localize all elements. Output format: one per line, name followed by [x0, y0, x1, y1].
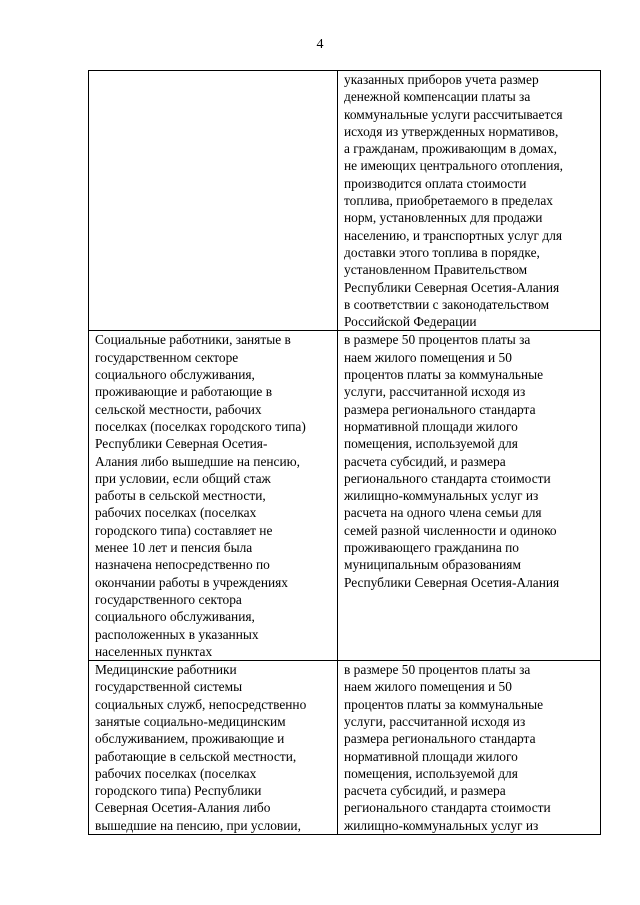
text-line: государственного сектора: [95, 591, 242, 607]
category-cell: [89, 661, 338, 835]
text-line: назначена непосредственно по: [95, 557, 270, 573]
text-line: населенных пунктах: [95, 643, 213, 659]
text-line: Республики Северная Осетия-Алания: [344, 279, 560, 295]
text-line: жилищно-коммунальных услуг из: [344, 817, 539, 833]
text-line: населению, и транспортных услуг для: [344, 227, 563, 243]
text-line: норм, установленных для продажи: [344, 210, 543, 226]
text-line: муниципальным образованиям: [344, 557, 521, 573]
text-line: доставки этого топлива в порядке,: [344, 244, 540, 260]
text-line: рабочих поселках (поселках: [95, 765, 257, 781]
text-line: Российской Федерации: [344, 314, 477, 330]
text-line: размера регионального стандарта: [344, 401, 536, 417]
page-number: 4: [316, 37, 324, 52]
text-line: рабочих поселках (поселках: [95, 505, 257, 521]
text-line: денежной компенсации платы за: [344, 89, 531, 105]
text-line: помещения, используемой для: [344, 436, 518, 452]
text-line: регионального стандарта стоимости: [344, 800, 551, 816]
text-line: социальных служб, непосредственно: [95, 696, 307, 712]
text-line: процентов платы за коммунальные: [344, 696, 544, 712]
text-line: топлива, приобретаемого в пределах: [344, 193, 553, 209]
text-line: установленном Правительством: [344, 262, 528, 278]
benefits-table: [88, 70, 601, 835]
text-line: нормативной площади жилого: [344, 748, 518, 764]
compensation-cell: [338, 661, 601, 835]
text-line: размера регионального стандарта: [344, 731, 536, 747]
text-line: Алания либо вышедшие на пенсию,: [95, 453, 301, 469]
text-line: государственной системы: [95, 679, 243, 695]
text-line: проживающего гражданина по: [344, 540, 519, 556]
text-line: Медицинские работники: [95, 662, 237, 678]
text-line: исходя из утвержденных нормативов,: [344, 123, 559, 139]
text-line: в соответствии с законодательством: [344, 296, 550, 312]
text-line: услуги, рассчитанной исходя из: [344, 384, 526, 400]
text-line: наем жилого помещения и 50: [344, 679, 512, 695]
text-line: помещения, используемой для: [344, 765, 518, 781]
text-line: коммунальные услуги рассчитывается: [344, 106, 563, 122]
text-line: городского типа) составляет не: [95, 522, 273, 538]
text-line: нормативной площади жилого: [344, 418, 518, 434]
category-cell: [89, 71, 338, 331]
text-line: в размере 50 процентов платы за: [344, 662, 531, 678]
text-line: государственном секторе: [95, 349, 239, 365]
text-line: при условии, если общий стаж: [95, 470, 271, 486]
text-line: поселках (поселках городского типа): [95, 418, 306, 434]
text-line: работающие в сельской местности,: [95, 748, 297, 764]
text-line: проживающие и работающие в: [95, 384, 273, 400]
text-line: семей разной численности и одиноко: [344, 522, 557, 538]
text-line: Социальные работники, занятые в: [95, 332, 291, 348]
text-line: городского типа) Республики: [95, 783, 262, 799]
text-line: расчета субсидий, и размера: [344, 783, 506, 799]
table-row: [89, 71, 601, 331]
text-line: а гражданам, проживающим в домах,: [344, 141, 558, 157]
text-line: сельской местности, рабочих: [95, 401, 262, 417]
text-line: не имеющих центрального отопления,: [344, 158, 563, 174]
text-line: процентов платы за коммунальные: [344, 367, 544, 383]
text-line: вышедшие на пенсию, при условии,: [95, 817, 301, 833]
text-line: окончании работы в учреждениях: [95, 574, 289, 590]
text-line: Северная Осетия-Алания либо: [95, 800, 271, 816]
text-line: расчета на одного члена семьи для: [344, 505, 542, 521]
text-line: производится оплата стоимости: [344, 175, 527, 191]
text-line: наем жилого помещения и 50: [344, 349, 512, 365]
text-line: социального обслуживания,: [95, 609, 255, 625]
text-line: в размере 50 процентов платы за: [344, 332, 531, 348]
text-line: расчета субсидий, и размера: [344, 453, 506, 469]
text-line: работы в сельской местности,: [95, 488, 266, 504]
text-line: обслуживанием, проживающие и: [95, 731, 285, 747]
text-line: менее 10 лет и пенсия была: [95, 540, 253, 556]
text-line: услуги, рассчитанной исходя из: [344, 713, 526, 729]
text-line: занятые социально-медицинским: [95, 713, 286, 729]
compensation-cell: [338, 331, 601, 661]
compensation-cell: [338, 71, 601, 331]
text-line: жилищно-коммунальных услуг из: [344, 488, 539, 504]
table-row: [89, 661, 601, 835]
text-line: указанных приборов учета размер: [344, 72, 539, 87]
table-row: [89, 331, 601, 661]
text-line: расположенных в указанных: [95, 626, 259, 642]
text-line: социального обслуживания,: [95, 367, 255, 383]
text-line: Республики Северная Осетия-: [95, 436, 268, 452]
text-line: Республики Северная Осетия-Алания: [344, 574, 560, 590]
text-line: регионального стандарта стоимости: [344, 470, 551, 486]
category-cell: [89, 331, 338, 661]
